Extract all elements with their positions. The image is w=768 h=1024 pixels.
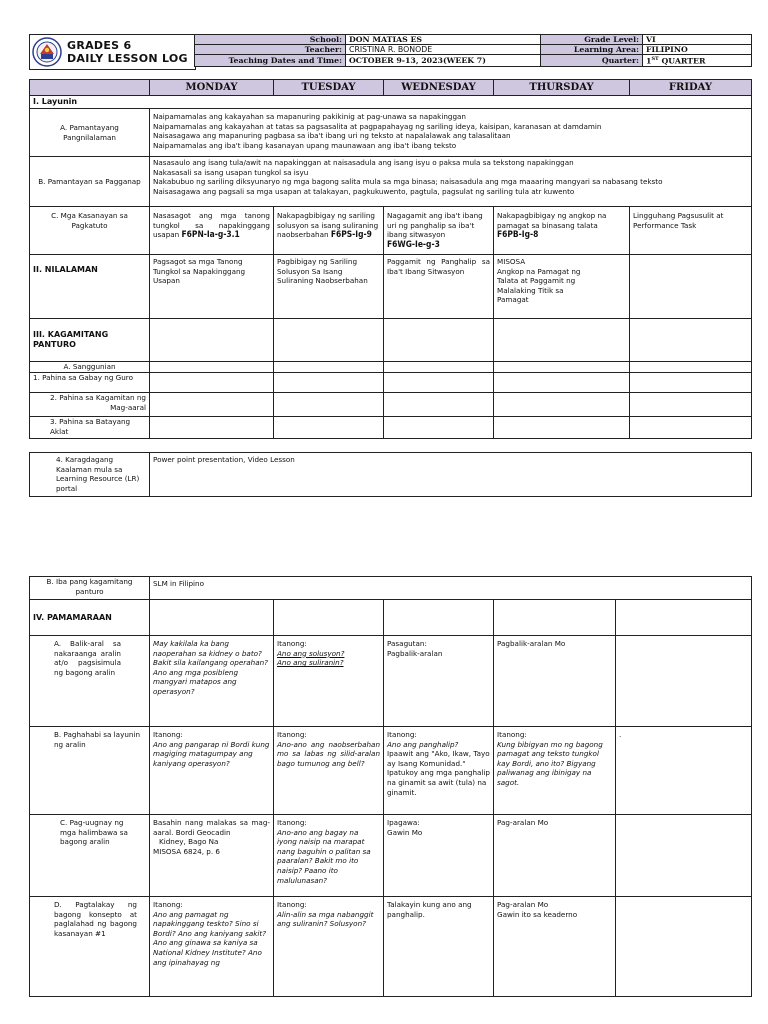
objective-line: Naipamamalas ang iba't ibang kasanayan upang maunawaan ang iba't ibang teksto <box>153 140 457 150</box>
balik-aral-tuesday: Itanong: Ano ang solusyon? Ano ang suliranin? <box>274 636 384 727</box>
balik-aral-wednesday: Pasagutan: Pagbalik-aralan <box>384 636 494 727</box>
nilalaman-wednesday: Paggamit ng Panghalip sa Iba't Ibang Sitwasyon <box>384 255 494 319</box>
section-kagamitang-panturo: III. KAGAMITANG PANTURO <box>30 319 150 362</box>
paghahabi-tuesday: Itanong: Ano-ano ang naobserbahan mo sa labas ng silid-aralan bago tumunog ang bell? <box>274 727 384 815</box>
pag-uugnay-monday: Basahin nang malakas sa mag-aaral. Bordi Geocadin Kidney, Bago Na MISOSA 6824, p. 6 <box>150 815 274 897</box>
deped-seal-icon <box>32 37 62 67</box>
paghahabi-thursday: Itanong: Kung bibigyan mo ng bagong pamagat ang teksto tungkol kay Bordi, ano ito? Bigyang paliwanag ang ibinigay na sagot. <box>494 727 616 815</box>
competency-code: F6PB-Ig-8 <box>497 229 539 240</box>
quarter-value: 1ST QUARTER <box>643 55 752 67</box>
paghahabi-monday: Itanong: Ano ang pangarap ni Bordi kung magiging matagumpay ang kaniyang operasyon? <box>150 727 274 815</box>
header-info-table <box>194 34 752 67</box>
standard-line: Nakabubuo ng sariling diksyunaryo ng mga bagong salita mula sa mga binasa; naisasadula ang mga maaaring mangyari sa nabasang teksto <box>153 177 663 187</box>
pag-uugnay-wednesday: Ipagawa: Gawin Mo <box>384 815 494 897</box>
paghahabi-label: B. Paghahabi sa layunin ng aralin <box>30 727 150 815</box>
nilalaman-monday: Pagsagot sa mga Tanong Tungkol sa Napakinggang Usapan <box>150 255 274 319</box>
kasanayan-friday: Lingguhang Pagsusulit at Performance Task <box>630 207 752 255</box>
day-thursday: THURSDAY <box>494 80 630 96</box>
pamantayan-sa-pagganap-text <box>150 157 752 207</box>
pag-uugnay-label: C. Pag-uugnay ng mga halimbawa sa bagong aralin <box>30 815 150 897</box>
balik-aral-thursday: Pagbalik-aralan Mo <box>494 636 616 727</box>
day-tuesday: TUESDAY <box>274 80 384 96</box>
lesson-table-top <box>29 79 752 439</box>
kasanayan-monday: Nasasagot ang mga tanong tungkol sa napakinggang usapan F6PN-Ia-g-3.1 <box>150 207 274 255</box>
batayang-aklat-label: 3. Pahina sa Batayang Aklat <box>30 417 150 439</box>
pamantayang-pangnilalaman-text <box>150 109 752 157</box>
kasanayan-label: C. Mga Kasanayan sa Pagkatuto <box>30 207 150 255</box>
doc-title-line1: GRADES 6 <box>67 39 132 52</box>
lr-portal-value: Power point presentation, Video Lesson <box>150 453 752 497</box>
quarter-label: Quarter: <box>541 55 643 67</box>
objective-line: Naipamamalas ang kakayahan at tatas sa pagsasalita at pagpapahayag ng sariling ideya, kaisipan, karanasan at damdamin <box>153 121 602 131</box>
section-layunin: I. Layunin <box>30 96 752 109</box>
dates-value: OCTOBER 9-13, 2023(WEEK 7) <box>346 55 541 67</box>
competency-code: F6PS-Ig-9 <box>330 229 372 240</box>
dates-label: Teaching Dates and Time: <box>195 55 346 67</box>
header-logo-block <box>29 34 196 70</box>
kasanayan-thursday: Nakapagbibigay ng angkop na pamagat sa binasang talata F6PB-Ig-8 <box>494 207 630 255</box>
nilalaman-friday <box>630 255 752 319</box>
gabay-guro-label: 1. Pahina sa Gabay ng Guro <box>30 373 150 393</box>
teacher-value: CRISTINA R. BONODE <box>346 45 541 55</box>
grade-label: Grade Level: <box>541 35 643 45</box>
pagtalakay-tuesday: Itanong: Alin-alin sa mga nabanggit ang suliranin? Solusyon? <box>274 897 384 997</box>
standard-line: Nasasaulo ang isang tula/awit na napakinggan at naisasadula ang isang isyu o paksa mula sa tekstong napakinggan <box>153 158 574 167</box>
competency-code: F6WG-Ie-g-3 <box>387 238 440 249</box>
day-friday: FRIDAY <box>630 80 752 96</box>
standard-line: Naisasagawa ang pagsali sa mga usapan at talakayan, pagkukuwento, pagtula, pagsulat ng sariling tula atr kuwento <box>153 186 575 196</box>
pagtalakay-wednesday: Talakayin kung ano ang panghalip. <box>384 897 494 997</box>
day-wednesday: WEDNESDAY <box>384 80 494 96</box>
kasanayan-wednesday: Nagagamit ang iba't ibang uri ng panghalip sa iba't ibang sitwasyon F6WG-Ie-g-3 <box>384 207 494 255</box>
iba-pang-kagamitan-value: SLM in Filipino <box>150 577 752 600</box>
grade-value: VI <box>643 35 752 45</box>
corner-cell <box>30 80 150 96</box>
pagtalakay-monday: Itanong: Ano ang pamagat ng napakinggang teskto? Sino si Bordi? Ano ang kaniyang sakit? Ano ang ginawa sa kaniya sa National Kidney Institute? Ano ang ipinahayag ng <box>150 897 274 997</box>
objective-line: Naisasagawa ang mapanuring pagbasa sa iba't ibang uri ng teksto at napalalawak ang talasalitaan <box>153 131 511 141</box>
nilalaman-thursday: MISOSA Angkop na Pamagat ng Talata at Paggamit ng Malalaking Titik sa Pamagat <box>494 255 630 319</box>
lr-portal-label: 4. Karagdagang Kaalaman mula sa Learning Resource (LR) portal <box>30 453 150 497</box>
pagtalakay-thursday: Pag-aralan Mo Gawin ito sa keaderno <box>494 897 616 997</box>
doc-title-line2: DAILY LESSON LOG <box>67 52 188 65</box>
area-label: Learning Area: <box>541 45 643 55</box>
competency-code: F6PN-Ia-g-3.1 <box>181 229 240 240</box>
kagamitan-mag-aaral-label: 2. Pahina sa Kagamitan ng Mag-aaral <box>30 393 150 417</box>
section-nilalaman: II. NILALAMAN <box>30 255 150 319</box>
pag-uugnay-tuesday: Itanong: Ano-ano ang bagay na iyong naisip na marapat nang baguhin o palitan sa paaralan? Bakit mo ito naisip? Paano ito malulunasan? <box>274 815 384 897</box>
section-pamamaraan: IV. PAMAMARAAN <box>30 600 150 636</box>
balik-aral-friday <box>616 636 752 727</box>
paghahabi-wednesday: Itanong: Ano ang panghalip? Ipaawit ang "Ako, Ikaw, Tayo ay Isang Komunidad." Ipatukoy ang mga panghalip na ginamit sa awit (tula) na ginamit. <box>384 727 494 815</box>
pamantayan-sa-pagganap-label: B. Pamantayan sa Pagganap <box>30 157 150 207</box>
day-monday: MONDAY <box>150 80 274 96</box>
pagtalakay-label: D. Pagtalakay ng bagong konsepto at paglalahad ng bagong kasanayan #1 <box>30 897 150 997</box>
balik-aral-monday: May kakilala ka bang naoperahan sa kidney o bato? Bakit sila kailangang operahan? Ano ang mga posibleng mangyari matapos ang operasyon? <box>150 636 274 727</box>
sanggunian-label: A. Sanggunian <box>30 362 150 373</box>
objective-line: Naipamamalas ang kakayahan sa mapanuring pakikinig at pag-unawa sa napakinggan <box>153 112 466 121</box>
pag-uugnay-thursday: Pag-aralan Mo <box>494 815 616 897</box>
area-value: FILIPINO <box>643 45 752 55</box>
iba-pang-kagamitan-label: B. Iba pang kagamitang panturo <box>30 577 150 600</box>
paghahabi-friday: . <box>616 727 752 815</box>
school-label: School: <box>195 35 346 45</box>
kasanayan-tuesday: Nakapagbibigay ng sariling solusyon sa isang suliraning naobserbahan F6PS-Ig-9 <box>274 207 384 255</box>
lesson-table-bottom <box>29 576 752 997</box>
pagtalakay-friday <box>616 897 752 997</box>
nilalaman-tuesday: Pagbibigay ng Sariling Solusyon Sa Isang Suliraning Naobserbahan <box>274 255 384 319</box>
standard-line: Nakasasali sa isang usapan tungkol sa isyu <box>153 167 309 177</box>
pag-uugnay-friday <box>616 815 752 897</box>
teacher-label: Teacher: <box>195 45 346 55</box>
balik-aral-label: A. Balik-aral sa nakaraanga aralin at/o pagsisimula ng bagong aralin <box>30 636 150 727</box>
lr-portal-table <box>29 452 752 497</box>
school-value: DON MATIAS ES <box>346 35 541 45</box>
pamantayang-pangnilalaman-label: A. Pamantayang Pangnilalaman <box>30 109 150 157</box>
